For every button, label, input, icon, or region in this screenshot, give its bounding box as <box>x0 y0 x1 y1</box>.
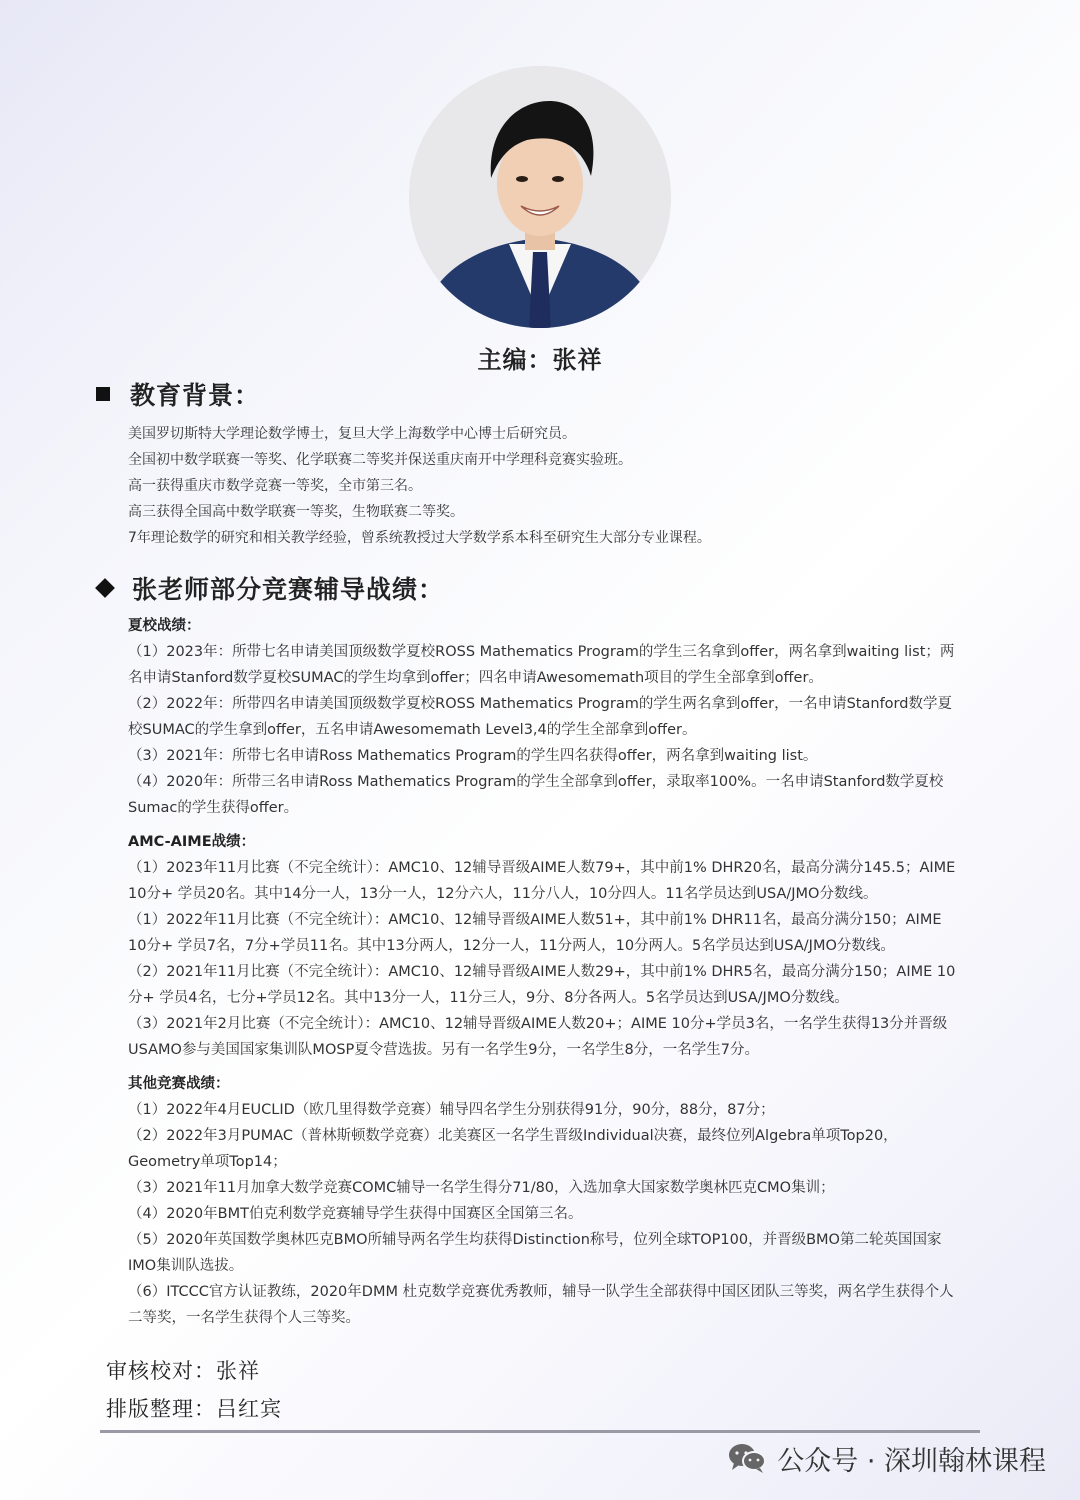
amc-item: （2）2021年11月比赛（不完全统计）：AMC10、12辅导晋级AIME人数29+，其中前1% DHR5名，最高分满分150；AIME 10分+ 学员4名，七分+学员12名。其中13分一人，11分三人，9分、8分各两人。5名学员达到USA/JMO分数线。 <box>128 964 956 1006</box>
layout-credit: 排版整理：吕红宾 <box>106 1397 282 1421</box>
wechat-icon <box>727 1442 767 1474</box>
footer-account-text: 公众号 · 深圳翰林课程 <box>777 1445 1046 1477</box>
education-line: 高三获得全国高中数学联赛一等奖，生物联赛二等奖。 <box>128 504 464 520</box>
credits <box>106 1352 282 1428</box>
editor-portrait <box>409 66 671 328</box>
amc-item: （1）2022年11月比赛（不完全统计）：AMC10、12辅导晋级AIME人数51+，其中前1% DHR11名，最高分满分150；AIME 10分+ 学员7名，7分+学员11名。其中13分两人，12分一人，11分两人，10分两人。5名学员达到USA/JMO分数线。 <box>128 912 942 954</box>
education-heading <box>96 376 260 412</box>
amc-item: （1）2023年11月比赛（不完全统计）：AMC10、12辅导晋级AIME人数79+，其中前1% DHR20名，最高分满分145.5；AIME 10分+ 学员20名。其中14分一人，13分一人，12分六人，11分八人，10分四人。11名学员达到USA/JMO分数线。 <box>128 860 956 902</box>
summer-item: （2）2022年：所带四名申请美国顶级数学夏校ROSS Mathematics Program的学生两名拿到offer，一名申请Stanford数学夏校SUMAC的学生拿到offer，五名申请Awesomemath Level3,4的学生全部拿到offer。 <box>128 696 952 738</box>
education-list <box>128 421 1008 551</box>
other-item: （2）2022年3月PUMAC（普林斯顿数学竞赛）北美赛区一名学生晋级Individual决赛，最终位列Algebra单项Top20，Geometry单项Top14； <box>128 1128 898 1170</box>
record-heading <box>96 570 444 606</box>
other-subheading: 其他竞赛战绩： <box>128 1076 230 1092</box>
square-bullet-icon <box>96 387 110 401</box>
education-heading-text: 教育背景： <box>130 381 261 410</box>
education-line: 高一获得重庆市数学竞赛一等奖，全市第三名。 <box>128 478 422 494</box>
summer-subheading: 夏校战绩： <box>128 618 201 634</box>
other-item: （6）ITCCC官方认证教练，2020年DMM 杜克数学竞赛优秀教师，辅导一队学生全部获得中国区团队三等奖，两名学生获得个人二等奖，一名学生获得个人三等奖。 <box>128 1284 954 1326</box>
diamond-bullet-icon <box>95 578 115 598</box>
amc-item: （3）2021年2月比赛（不完全统计）：AMC10、12辅导晋级AIME人数20+；AIME 10分+学员3名，一名学生获得13分并晋级USAMO参与美国国家集训队MOSP夏令营选拔。另有一名学生9分，一名学生8分，一名学生7分。 <box>128 1016 948 1058</box>
education-line: 7年理论数学的研究和相关教学经验，曾系统教授过大学数学系本科至研究生大部分专业课程。 <box>128 530 711 546</box>
record-heading-text: 张老师部分竞赛辅导战绩： <box>132 575 445 604</box>
amc-subheading: AMC-AIME战绩： <box>128 834 256 850</box>
review-credit: 审核校对：张祥 <box>106 1359 260 1383</box>
record-content <box>128 613 958 1331</box>
other-item: （1）2022年4月EUCLID（欧几里得数学竞赛）辅导四名学生分别获得91分，90分，88分，87分； <box>128 1102 775 1118</box>
summer-item: （3）2021年：所带七名申请Ross Mathematics Program的学生四名获得offer，两名拿到waiting list。 <box>128 748 818 764</box>
summer-item: （4）2020年：所带三名申请Ross Mathematics Program的学生全部拿到offer，录取率100%。一名申请Stanford数学夏校Sumac的学生获得offer。 <box>128 774 944 816</box>
footer-watermark <box>727 1434 1046 1482</box>
editor-title: 主编：张祥 <box>477 346 603 374</box>
other-item: （4）2020年BMT伯克利数学竞赛辅导学生获得中国赛区全国第三名。 <box>128 1206 583 1222</box>
bottom-divider <box>100 1430 980 1433</box>
education-line: 全国初中数学联赛一等奖、化学联赛二等奖并保送重庆南开中学理科竞赛实验班。 <box>128 452 632 468</box>
education-line: 美国罗切斯特大学理论数学博士，复旦大学上海数学中心博士后研究员。 <box>128 426 576 442</box>
summer-item: （1）2023年：所带七名申请美国顶级数学夏校ROSS Mathematics Program的学生三名拿到offer，两名拿到waiting list；两名申请Stanford数学夏校SUMAC的学生均拿到offer；四名申请Awesomemath项目的学生全部拿到offer。 <box>128 644 955 686</box>
other-item: （3）2021年11月加拿大数学竞赛COMC辅导一名学生得分71/80，入选加拿大国家数学奥林匹克CMO集训； <box>128 1180 835 1196</box>
other-item: （5）2020年英国数学奥林匹克BMO所辅导两名学生均获得Distinction称号，位列全球TOP100，并晋级BMO第二轮英国国家IMO集训队选拔。 <box>128 1232 942 1274</box>
